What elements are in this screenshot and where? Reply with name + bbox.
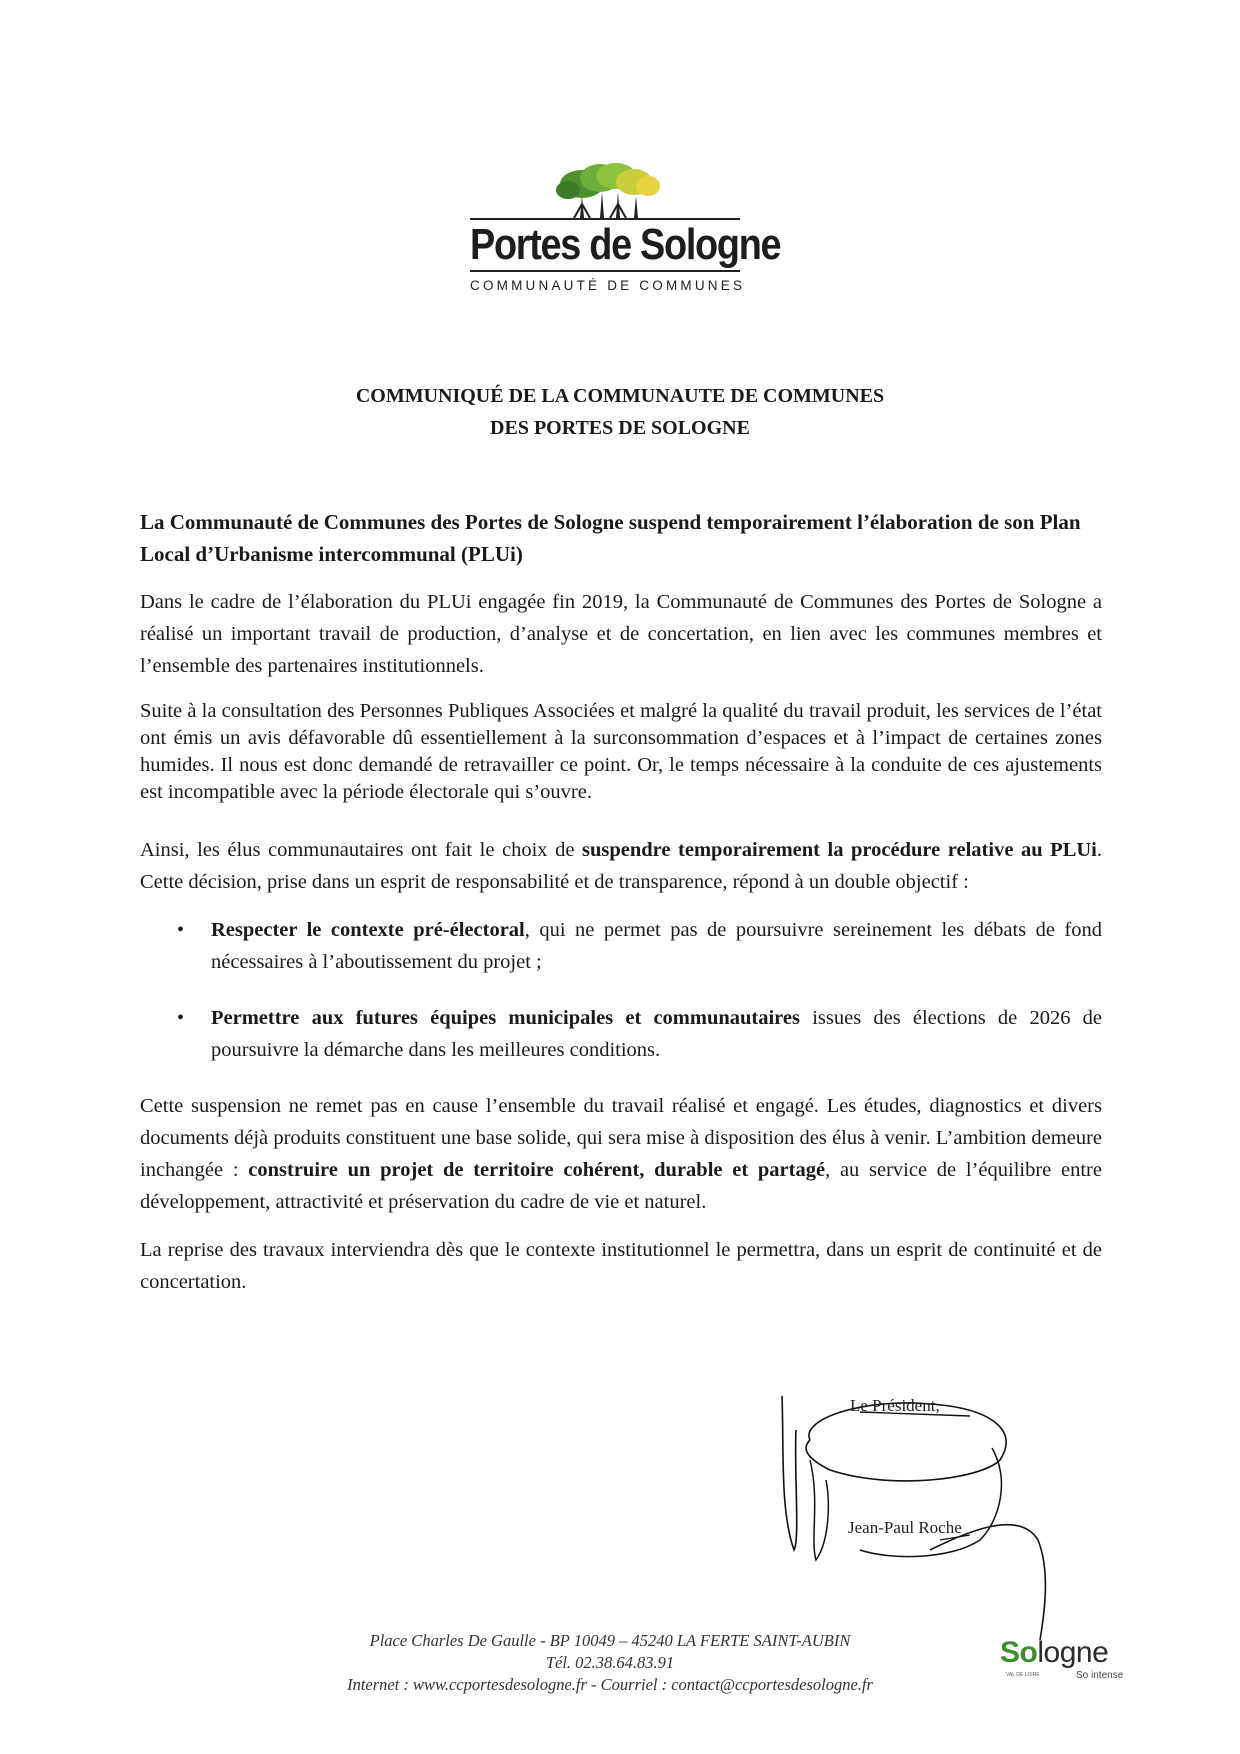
bullet-icon: • (177, 1007, 185, 1029)
portes-de-sologne-logo (470, 160, 781, 295)
body-heading: La Communauté de Communes des Portes de Sologne suspend temporairement l’élaboration de son Plan Local d’Urbanisme intercommunal (PLUi) (140, 510, 1081, 566)
signature-block (770, 1390, 1060, 1650)
paragraph-3-bold: suspendre temporairement la procédure relative au PLUi (582, 839, 1097, 861)
paragraph-2: Suite à la consultation des Personnes Publiques Associées et malgré la qualité du travail produit, les services de l’état ont émis un avis défavorable dû essentiellement à la surconsommation d’espaces et à l’impact de certaines zones humides. Il nous est donc demandé de retravailler ce point. Or, le temps nécessaire à la conduite de ces ajustements est incompatible avec la période électorale qui s’ouvre. (140, 700, 1102, 803)
paragraph-4-text-b: , au service de l’équilibre entre développement, attractivité et préservation du cadre de vie et naturel. (140, 1159, 1102, 1213)
signatory-title: Le Président, (850, 1396, 940, 1415)
sologne-logo (1000, 1636, 1124, 1696)
sologne-tagline: So intense (1076, 1670, 1124, 1681)
paragraph-1: Dans le cadre de l’élaboration du PLUi engagée fin 2019, la Communauté de Communes des Portes de Sologne a réalisé un important travail de production, d’analyse et de concertation, en lien avec les communes membres et l’ensemble des partenaires institutionnels. (140, 591, 1102, 677)
list-item (140, 1002, 1102, 1066)
paragraph-3 (140, 834, 1102, 898)
objectives-list (140, 914, 1102, 1066)
bullet-icon: • (177, 919, 185, 941)
footer-internet: Internet : www.ccportesdesologne.fr - Courriel : contact@ccportesdesologne.fr (347, 1675, 873, 1694)
footer-phone: Tél. 02.38.64.83.91 (545, 1653, 675, 1672)
signatory-name: Jean-Paul Roche (848, 1518, 962, 1537)
trees-icon (554, 160, 664, 220)
bullet-text: , qui ne permet pas de poursuivre sereinement les débats de fond nécessaires à l’aboutissement du projet ; (211, 919, 1102, 973)
document-title (140, 380, 1100, 444)
title-line-2: DES PORTES DE SOLOGNE (490, 417, 750, 439)
title-line-1: COMMUNIQUÉ DE LA COMMUNAUTE DE COMMUNES (355, 385, 885, 407)
footer (260, 1630, 960, 1696)
paragraph-4-text-a: Cette suspension ne remet pas en cause l’ensemble du travail réalisé et engagé. Les études, diagnostics et divers documents déjà produits constituent une base solide, qui sera mise à disposition des élus à venir. L’ambition demeure inchangée : (140, 1095, 1102, 1181)
bullet-text: issues des élections de 2026 de poursuivre la démarche dans les meilleures conditions. (211, 1007, 1102, 1061)
sologne-suffix: logne (1037, 1636, 1109, 1669)
paragraph-3-text-b: . Cette décision, prise dans un esprit de responsabilité et de transparence, répond à un double objectif : (140, 839, 1102, 893)
sologne-mini-text: VAL DE LOIRE (1006, 1672, 1040, 1678)
sologne-prefix: So (1000, 1636, 1038, 1669)
paragraph-4 (140, 1090, 1102, 1218)
logo-bottom-rule (470, 270, 740, 272)
logo-name: Portes de Sologne (470, 220, 781, 269)
paragraph-5: La reprise des travaux interviendra dès que le contexte institutionnel le permettra, dans un esprit de continuité et de concertation. (140, 1239, 1102, 1293)
bullet-bold: Respecter le contexte pré-électoral (211, 919, 525, 941)
logo-subtitle: COMMUNAUTÉ DE COMMUNES (470, 278, 746, 293)
footer-address: Place Charles De Gaulle - BP 10049 – 45240 LA FERTE SAINT-AUBIN (369, 1631, 851, 1650)
bullet-bold: Permettre aux futures équipes municipales et communautaires (211, 1007, 800, 1029)
paragraph-4-bold: construire un projet de territoire cohérent, durable et partagé (248, 1159, 826, 1181)
list-item (140, 914, 1102, 978)
sologne-wordmark (1000, 1636, 1108, 1670)
paragraph-3-text-a: Ainsi, les élus communautaires ont fait le choix de (140, 839, 582, 861)
document-body (140, 506, 1102, 1314)
